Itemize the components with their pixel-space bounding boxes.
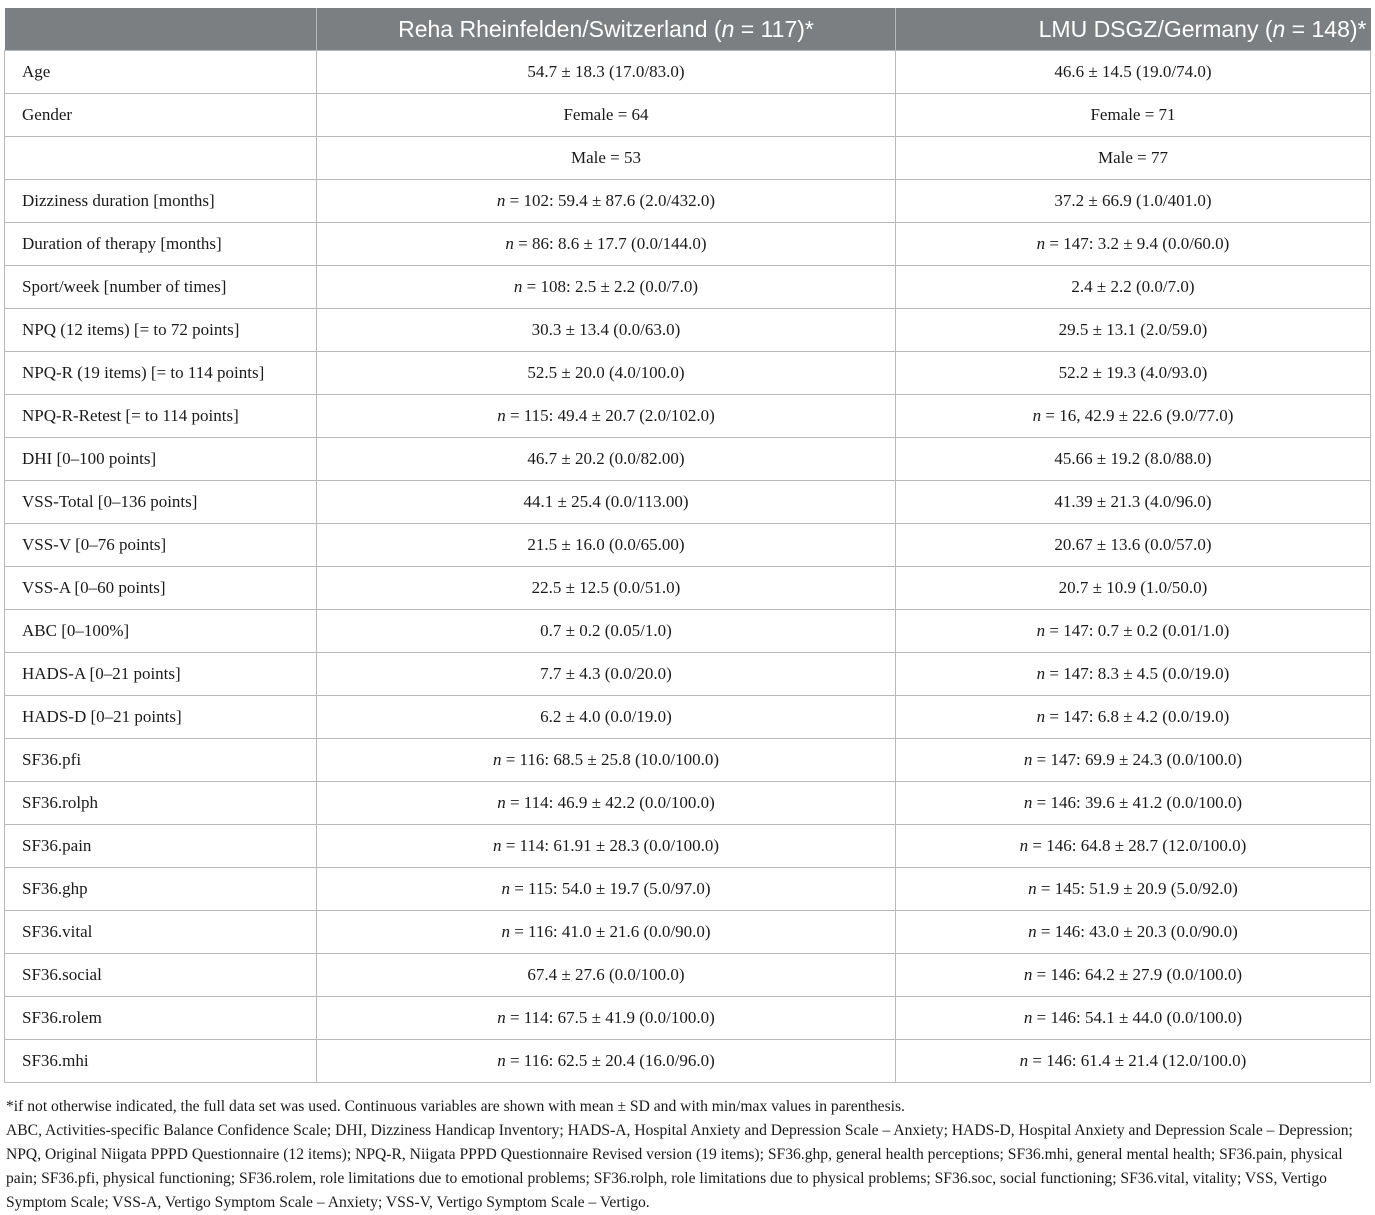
cell-value: 46.6 ± 14.5 (19.0/74.0) [1054,62,1212,81]
cell-value: = 147: 8.3 ± 4.5 (0.0/19.0) [1045,664,1230,683]
cell-value: 21.5 ± 16.0 (0.0/65.00) [527,535,685,554]
cell-rheinfelden [317,696,896,739]
table-footnotes [4,1095,1372,1215]
cell-value: 7.7 ± 4.3 (0.0/20.0) [540,664,672,683]
row-label: SF36.rolph [5,782,317,825]
row-label: HADS-A [0–21 points] [5,653,317,696]
cell-value: = 146: 39.6 ± 41.2 (0.0/100.0) [1032,793,1243,812]
header-cell-rheinfelden: Reha Rheinfelden/Switzerland (n = 117)* [317,8,896,51]
cell-lmu [896,352,1371,395]
cell-lmu [896,911,1371,954]
cell-value: = 146: 61.4 ± 21.4 (12.0/100.0) [1028,1051,1247,1070]
table-row [5,868,1371,911]
cell-value: = 116: 68.5 ± 25.8 (10.0/100.0) [501,750,720,769]
table-row [5,997,1371,1040]
n-symbol: n [1032,406,1042,425]
cell-value: 37.2 ± 66.9 (1.0/401.0) [1054,191,1212,210]
cell-value: = 86: 8.6 ± 17.7 (0.0/144.0) [513,234,707,253]
n-symbol: n [1036,707,1046,726]
cell-value: Male = 77 [1097,148,1169,167]
cell-value: = 146: 64.8 ± 28.7 (12.0/100.0) [1028,836,1247,855]
cell-value: = 108: 2.5 ± 2.2 (0.0/7.0) [522,277,699,296]
cell-value: = 147: 69.9 ± 24.3 (0.0/100.0) [1032,750,1243,769]
cell-lmu [896,696,1371,739]
cell-value: 54.7 ± 18.3 (17.0/83.0) [527,62,685,81]
row-label: Gender [5,94,317,137]
n-symbol: n [513,277,523,296]
cell-rheinfelden [317,395,896,438]
n-symbol: n [497,1051,506,1070]
cell-value: = 115: 49.4 ± 20.7 (2.0/102.0) [505,406,715,425]
row-label: SF36.mhi [5,1040,317,1083]
n-symbol: n [1023,965,1033,984]
cell-lmu [896,137,1371,180]
n-symbol: n [1028,922,1037,941]
header-cell-variable [5,8,317,51]
cell-rheinfelden [317,868,896,911]
row-label [5,137,317,180]
table-row [5,309,1371,352]
row-label: NPQ-R-Retest [= to 114 points] [5,395,317,438]
cell-lmu [896,997,1371,1040]
table-row [5,782,1371,825]
cell-rheinfelden [317,653,896,696]
n-symbol: n [496,191,506,210]
cell-value: = 114: 46.9 ± 42.2 (0.0/100.0) [505,793,715,812]
table-row [5,567,1371,610]
row-label: NPQ (12 items) [= to 72 points] [5,309,317,352]
table-row [5,954,1371,997]
cell-value: 22.5 ± 12.5 (0.0/51.0) [531,578,681,597]
n-symbol: n [492,750,502,769]
cell-value: = 116: 41.0 ± 21.6 (0.0/90.0) [509,922,711,941]
cell-lmu [896,223,1371,266]
cell-rheinfelden [317,567,896,610]
cell-value: = 145: 51.9 ± 20.9 (5.0/92.0) [1036,879,1238,898]
cell-lmu [896,825,1371,868]
cell-value: Female = 71 [1090,105,1176,124]
cell-rheinfelden [317,911,896,954]
cell-lmu [896,94,1371,137]
table-row [5,223,1371,266]
cell-lmu [896,868,1371,911]
cell-value: Male = 53 [570,148,642,167]
cell-lmu [896,266,1371,309]
n-symbol: n [1036,664,1046,683]
row-label: HADS-D [0–21 points] [5,696,317,739]
row-label: VSS-Total [0–136 points] [5,481,317,524]
row-label: VSS-V [0–76 points] [5,524,317,567]
n-symbol: n [497,793,506,812]
table-row [5,653,1371,696]
row-label: VSS-A [0–60 points] [5,567,317,610]
cell-value: Female = 64 [563,105,649,124]
table-row [5,266,1371,309]
cell-rheinfelden [317,739,896,782]
cell-value: = 147: 0.7 ± 0.2 (0.01/1.0) [1045,621,1230,640]
cell-lmu [896,309,1371,352]
cell-rheinfelden [317,309,896,352]
cell-rheinfelden [317,825,896,868]
cell-rheinfelden [317,180,896,223]
header-cell-lmu: LMU DSGZ/Germany (n = 148)* [896,8,1371,51]
table-container [4,8,1370,1215]
cell-value: 41.39 ± 21.3 (4.0/96.0) [1054,492,1212,511]
cell-value: 0.7 ± 0.2 (0.05/1.0) [540,621,672,640]
header-row [5,8,1371,51]
cell-value: = 114: 67.5 ± 41.9 (0.0/100.0) [505,1008,715,1027]
cell-value: = 147: 3.2 ± 9.4 (0.0/60.0) [1045,234,1230,253]
n-symbol: n [1028,879,1037,898]
cell-value: 45.66 ± 19.2 (8.0/88.0) [1054,449,1212,468]
n-symbol: n [505,234,514,253]
demographics-table [4,8,1371,1083]
cell-value: 67.4 ± 27.6 (0.0/100.0) [527,965,685,984]
cell-lmu [896,395,1371,438]
cell-value: 46.7 ± 20.2 (0.0/82.00) [527,449,685,468]
row-label: SF36.pfi [5,739,317,782]
cell-rheinfelden [317,524,896,567]
table-row [5,180,1371,223]
cell-lmu [896,1040,1371,1083]
cell-value: = 146: 43.0 ± 20.3 (0.0/90.0) [1036,922,1238,941]
footnote-abbreviations: ABC, Activities-specific Balance Confidence Scale; DHI, Dizziness Handicap Inventory; HADS-A, Hospital Anxiety and Depression Scale – Anxiety; HADS-D, Hospital Anxiety and Depression Scale – Depression; NPQ, Original Niigata PPPD Questionnaire (12 items); NPQ-R, Niigata PPPD Questionnaire Revised version (19 items); SF36.ghp, general health perceptions; SF36.mhi, general mental health; SF36.pain, physical pain; SF36.pfi, physical functioning; SF36.rolem, role limitations due to emotional problems; SF36.rolph, role limitations due to physical problems; SF36.soc, social functioning; SF36.vital, vitality; VSS, Vertigo Symptom Scale; VSS-A, Vertigo Symptom Scale – Anxiety; VSS-V, Vertigo Symptom Scale – Vertigo. [6,1122,1353,1211]
footnote-asterisk: *if not otherwise indicated, the full data set was used. Continuous variables are shown with mean ± SD and with min/max values in parenthesis. [6,1098,905,1115]
table-row [5,524,1371,567]
cell-value: = 16, 42.9 ± 22.6 (9.0/77.0) [1041,406,1234,425]
row-label: Duration of therapy [months] [5,223,317,266]
n-symbol: n [1019,836,1029,855]
row-label: SF36.social [5,954,317,997]
cell-lmu [896,739,1371,782]
cell-value: 29.5 ± 13.1 (2.0/59.0) [1058,320,1208,339]
row-label: Sport/week [number of times] [5,266,317,309]
cell-rheinfelden [317,223,896,266]
cell-value: = 146: 64.2 ± 27.9 (0.0/100.0) [1032,965,1243,984]
cell-value: = 116: 62.5 ± 20.4 (16.0/96.0) [505,1051,715,1070]
cell-value: 52.2 ± 19.3 (4.0/93.0) [1058,363,1208,382]
cell-value: = 146: 54.1 ± 44.0 (0.0/100.0) [1032,1008,1243,1027]
table-row [5,825,1371,868]
cell-rheinfelden [317,94,896,137]
row-label: Dizziness duration [months] [5,180,317,223]
cell-rheinfelden [317,438,896,481]
cell-lmu [896,180,1371,223]
table-row [5,610,1371,653]
cell-lmu [896,524,1371,567]
cell-value: 6.2 ± 4.0 (0.0/19.0) [540,707,672,726]
row-label: Age [5,51,317,94]
cell-value: 44.1 ± 25.4 (0.0/113.00) [523,492,689,511]
table-row [5,696,1371,739]
cell-value: 20.67 ± 13.6 (0.0/57.0) [1054,535,1212,554]
cell-lmu [896,653,1371,696]
row-label: NPQ-R (19 items) [= to 114 points] [5,352,317,395]
n-symbol: n [1023,793,1033,812]
row-label: ABC [0–100%] [5,610,317,653]
cell-value: = 115: 54.0 ± 19.7 (5.0/97.0) [509,879,711,898]
cell-rheinfelden [317,481,896,524]
cell-lmu [896,610,1371,653]
cell-value: = 102: 59.4 ± 87.6 (2.0/432.0) [505,191,716,210]
cell-rheinfelden [317,954,896,997]
table-row [5,137,1371,180]
cell-rheinfelden [317,51,896,94]
row-label: SF36.vital [5,911,317,954]
cell-lmu [896,438,1371,481]
table-row [5,94,1371,137]
cell-lmu [896,567,1371,610]
cell-rheinfelden [317,1040,896,1083]
cell-rheinfelden [317,352,896,395]
n-symbol: n [492,836,502,855]
cell-rheinfelden [317,137,896,180]
table-row [5,481,1371,524]
table-row [5,395,1371,438]
n-symbol: n [497,406,506,425]
cell-lmu [896,51,1371,94]
table-row [5,51,1371,94]
cell-value: 2.4 ± 2.2 (0.0/7.0) [1071,277,1195,296]
n-symbol: n [497,1008,506,1027]
row-label: SF36.pain [5,825,317,868]
table-row [5,438,1371,481]
table-row [5,739,1371,782]
cell-rheinfelden [317,610,896,653]
cell-lmu [896,954,1371,997]
cell-lmu [896,782,1371,825]
table-row [5,1040,1371,1083]
table-row [5,911,1371,954]
row-label: DHI [0–100 points] [5,438,317,481]
cell-value: = 147: 6.8 ± 4.2 (0.0/19.0) [1045,707,1230,726]
cell-rheinfelden [317,997,896,1040]
cell-value: 20.7 ± 10.9 (1.0/50.0) [1058,578,1208,597]
n-symbol: n [1019,1051,1029,1070]
n-symbol: n [1036,234,1046,253]
n-symbol: n [1023,1008,1033,1027]
n-symbol: n [1036,621,1046,640]
n-symbol: n [501,922,510,941]
cell-value: 30.3 ± 13.4 (0.0/63.0) [531,320,681,339]
cell-value: = 114: 61.91 ± 28.3 (0.0/100.0) [501,836,720,855]
cell-value: 52.5 ± 20.0 (4.0/100.0) [527,363,685,382]
row-label: SF36.ghp [5,868,317,911]
row-label: SF36.rolem [5,997,317,1040]
table-row [5,352,1371,395]
cell-lmu [896,481,1371,524]
n-symbol: n [1023,750,1033,769]
cell-rheinfelden [317,266,896,309]
table-body [5,51,1371,1083]
cell-rheinfelden [317,782,896,825]
n-symbol: n [501,879,510,898]
